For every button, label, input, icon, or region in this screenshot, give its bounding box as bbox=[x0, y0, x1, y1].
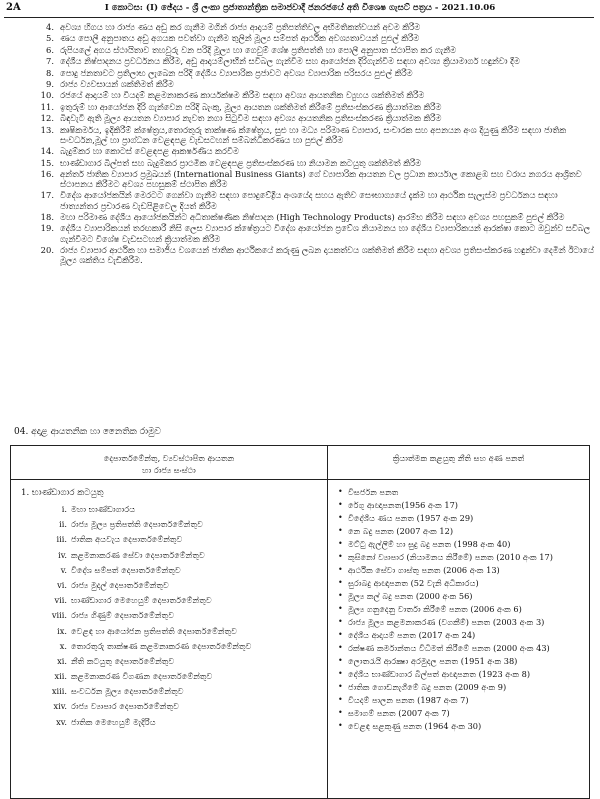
header-divider bbox=[4, 17, 594, 18]
act-item bbox=[338, 525, 585, 537]
institution-name: වෙළඳ හා ආයෝජන ප්‍රතිපත්ති දෙපාර්තමේන්තුව bbox=[71, 625, 238, 636]
duty-item bbox=[38, 90, 594, 100]
left-column-header bbox=[11, 446, 328, 480]
institution-number: v. bbox=[60, 564, 67, 575]
act-name: ලොතරැයි ආරක්‍ෂා අරමුදල පනත (1951 අංක 38) bbox=[348, 656, 518, 666]
duty-number: 17. bbox=[40, 190, 54, 201]
duty-item bbox=[38, 245, 594, 265]
institution-number: xiii. bbox=[51, 686, 67, 697]
act-name: මූල්‍ය ගනුදෙනු වාර්තා කිරීමේ පනත (2006 අංක 6) bbox=[348, 604, 522, 614]
institution-item bbox=[11, 593, 327, 608]
bullet-icon: • bbox=[338, 682, 343, 691]
duty-number: 12. bbox=[40, 113, 54, 124]
duty-text: කෘෂිකර්මය, ඉදිකිරීම් ක්ෂේත්‍රය,තොරතුරු තාක්ෂණ ක්ෂේත්‍රය, සුළු හා මධ්‍ය පරිමාණ ව්‍යාපාර, සංචාරක සහ අපනයන අංශ දියුණු කිරීම සඳහා ජාතික සංවර්ධන,මූල් හා ප්‍රාග්ධන වෙළඳපළ වැඩසටහන් සම්බන්ධීකරණය හා පුළුල් කිරීම bbox=[60, 124, 566, 145]
institution-name: මහා භාණ්ඩාගාරය bbox=[71, 504, 136, 514]
act-item bbox=[338, 707, 585, 719]
institutions-acts-table bbox=[10, 445, 590, 799]
institution-item bbox=[11, 715, 327, 730]
act-item bbox=[338, 720, 585, 732]
left-header-line2: හා රාජ්‍ය සංස්ථා bbox=[142, 465, 196, 475]
duty-text: රජයේ ආදායම් හා වියදම් කළමනාකරණ කාර්යක්ෂම කිරීම සඳහා අවශ්‍ය ආයතනික ව්‍යුහය ශක්තිමත් කිරීම bbox=[60, 90, 425, 101]
duty-number: 13. bbox=[40, 124, 54, 135]
institution-number: xiv. bbox=[53, 701, 67, 712]
duty-item bbox=[38, 158, 594, 168]
duty-item bbox=[38, 33, 594, 43]
act-name: මූල්‍ය කල් බදු පනත (2000 අංක 56) bbox=[348, 591, 473, 601]
page-header bbox=[0, 2, 600, 16]
duty-text: බිඳවැටී ඇති මූල්‍ය ආයතන ව්‍යාපාර නැවත නගා සිටුවීම සඳහා අවශ්‍ය ආයතනික ප්‍රතිසංස්කරණ ක්‍රියාත්මක කිරීම bbox=[60, 113, 442, 124]
duty-item bbox=[38, 22, 594, 32]
bullet-icon: • bbox=[338, 708, 343, 717]
duty-text: අවශ්‍ය හිගය හා රාජ්‍ය ණය අඩු කර ගැනීම මගින් රාජ්‍ය ආදායම් ප්‍රතිපත්තිවල අභිමතිකත්වයන් අවම කිරීම bbox=[60, 22, 421, 32]
duty-item bbox=[38, 212, 594, 222]
duty-number: 7. bbox=[46, 56, 54, 67]
institution-name: විදේශ සම්පත් දෙපාර්තමේන්තුව bbox=[71, 564, 181, 575]
institution-number: vii. bbox=[54, 595, 67, 606]
duty-number: 19. bbox=[40, 223, 54, 234]
right-header-text: ක්‍රියාත්මක කළයුතු නීති සහ අණ පනත් bbox=[392, 453, 525, 463]
institution-item bbox=[11, 502, 327, 517]
act-item bbox=[338, 499, 585, 511]
gazette-title: I කොටස: (I) ඡේදය - ශ්‍රී ලංකා ප්‍රජාතාන්ත්‍රික සමාජවාදී ජනරජයේ අති විශෙෂ ගැසට් පත්‍රය - 2021.10.06 bbox=[104, 3, 496, 13]
institution-item bbox=[11, 654, 327, 669]
act-item bbox=[338, 512, 585, 524]
duty-item bbox=[38, 56, 594, 66]
duty-text: භාණ්ඩාගාර බිල්පත් සහ බැදුම්කර ප්‍රාථමික වෙළඳපළ ප්‍රතිසංස්කරණ හා නියාමන කටයුතු ශක්තිමත් කිරීම bbox=[60, 157, 422, 168]
bullet-icon: • bbox=[338, 565, 343, 574]
act-name: කුසිනෝ ව්‍යාපාර (නියාමනය කිරීමේ) පනත (2010 අංක 17) bbox=[348, 552, 553, 562]
duty-number: 14. bbox=[40, 146, 54, 157]
duty-text: ඉතුරුම් හා ආයෝජන දිරි ගැන්වෙන පරිදි බැංකු, මූල්‍ය ආයතන ශක්තිමත් කිරීමේ ප්‍රතිසංස්කරණ ක්‍රියාත්මක කිරීම bbox=[60, 101, 442, 112]
section-heading: 04. අදාළ ආයතනික හා නෛතික රාමුව bbox=[14, 427, 162, 437]
act-item bbox=[338, 590, 585, 602]
institution-number: xii. bbox=[54, 671, 67, 682]
bullet-icon: • bbox=[338, 552, 343, 561]
institution-name: නීති කටයුතු දෙපාර්තමේන්තුව bbox=[71, 655, 175, 666]
page-number: 2A bbox=[6, 2, 21, 13]
duty-number: 6. bbox=[46, 44, 54, 55]
bullet-icon: • bbox=[338, 539, 343, 548]
act-item bbox=[338, 655, 585, 667]
institution-name: කළමනාකරණ විගණන දෙපාර්තමේන්තුව bbox=[71, 671, 213, 682]
institution-number: vi. bbox=[57, 579, 67, 590]
duty-item bbox=[38, 223, 594, 243]
bullet-icon: • bbox=[338, 617, 343, 626]
institution-number: viii. bbox=[51, 610, 67, 621]
institution-number: i. bbox=[61, 504, 67, 514]
institution-number: xv. bbox=[56, 716, 67, 727]
institution-item bbox=[11, 669, 327, 684]
institution-item bbox=[11, 532, 327, 547]
act-name: මට්ටු ඇල්ලීම් හා සුදු බදු පනත (1998 අංක 40) bbox=[348, 539, 511, 549]
duty-number: 8. bbox=[46, 67, 54, 78]
institution-item bbox=[11, 639, 327, 654]
duty-item bbox=[38, 146, 594, 156]
duty-text: රාජ්‍ය ව්‍යාපාර ආර්ථික හා සමාජීය වශයෙන් ජාතික ආර්ථිකයේ කරුණු ලබන දායකත්වය ශක්තිමත් කිරීම සඳහා අවශ්‍ය ප්‍රතිසංස්කරණ හඳුන්වා දෙමින් ඊටායේ මූල්‍ය ශක්තිය වැඩිකිරීම. bbox=[60, 245, 594, 266]
duty-number: 9. bbox=[46, 78, 54, 89]
institution-number: xi. bbox=[57, 655, 67, 666]
act-name: දේශීය භාණ්ඩාගාර බිල්පත් ආඥාපනත (1923 අංක 8) bbox=[348, 669, 531, 679]
institution-name: රාජ්‍ය ව්‍යාපාර දෙපාර්තමේන්තුව bbox=[71, 701, 179, 712]
act-item bbox=[338, 538, 585, 550]
institution-item bbox=[11, 624, 327, 639]
bullet-icon: • bbox=[338, 487, 343, 496]
institution-name: රාජ්‍ය ගිණුම් දෙපාර්තමේන්තුව bbox=[71, 610, 175, 621]
bullet-icon: • bbox=[338, 500, 343, 509]
institution-name: තොරතුරු තාක්ෂණ කළමනාකරණ දෙපාර්තමේන්තුව bbox=[71, 640, 252, 651]
duty-item bbox=[38, 68, 594, 78]
duty-text: ණය පොලී අනුපාතය අඩු අගයක පවත්වා ගැනීම තුලින් මූල්‍ය සම්පත් ආර්ථික අවශ්‍යතාවයන් පුළුල් කිරීම bbox=[60, 33, 420, 44]
act-item bbox=[338, 577, 585, 589]
bullet-icon: • bbox=[338, 643, 343, 652]
duty-item bbox=[38, 45, 594, 55]
table-body-row bbox=[11, 480, 590, 799]
duty-text: රාජ්‍ය ව්‍යවසායන් ශක්තිමත් කිරීම bbox=[60, 78, 174, 89]
institution-item bbox=[11, 684, 327, 699]
act-name: වියදම් පාලන පනත (1987 අංක 7) bbox=[348, 695, 469, 705]
institution-number: iii. bbox=[56, 534, 67, 545]
institution-item bbox=[11, 699, 327, 714]
acts-cell bbox=[328, 480, 590, 799]
left-header-line1: දෙපාර්තමේන්තු, ව්‍යවස්ථාපිත ආයතන bbox=[103, 453, 235, 463]
duty-text: අන්තර් ජාතික ව්‍යාපාර ප්‍රමුඛයන් (International Business Giants) ගේ ව්‍යාපාරික ආයතන වල ප්‍රධාන කාර්යාල කොළඹ සහ වරාය නගරය ආශ්‍රිතව ස්ථාපනය කිරීමට අවශ්‍ය පහසුකම් ස්ථාපිත කිරීම bbox=[60, 168, 582, 190]
act-name: ජාතික ගොඩනැගීමේ බදු පනත (2009 අංක 9) bbox=[348, 682, 507, 692]
bullet-icon: • bbox=[338, 721, 343, 730]
bullet-icon: • bbox=[338, 591, 343, 600]
duty-item bbox=[38, 102, 594, 112]
acts-list bbox=[328, 486, 589, 732]
bullet-icon: • bbox=[338, 526, 343, 535]
institution-name: භාණ්ඩාගාර මෙහෙයුම් දෙපාර්තමේන්තුව bbox=[71, 595, 212, 606]
institution-name: ජාතික මෙහෙයුම් මැදිරිය bbox=[71, 716, 156, 727]
institution-name: කළමනාකරණ සේවා දෙපාර්තමේන්තුව bbox=[71, 549, 205, 560]
duties-list bbox=[38, 22, 594, 267]
act-item bbox=[338, 551, 585, 563]
institution-number: iv. bbox=[58, 549, 67, 560]
duty-text: විදේශ ආයෝජකයින් මෙරටට ගෙන්වා ගැනීම සඳහා පොදුවේද්‍රීය අංශයේද සහය ඇතිව සෞභාග්‍යයේ දැක්ම හා ආර්ථික සැලැස්ම ප්‍රවර්ධනය සඳහා ජාත්‍යන්තර ප්‍රචාරණ වැඩපිළිවෙල දියත් කිරීම bbox=[60, 190, 558, 211]
bullet-icon: • bbox=[338, 604, 343, 613]
institution-item bbox=[11, 517, 327, 532]
duty-number: 11. bbox=[40, 101, 54, 112]
institution-name: ජාතික අයවැය දෙපාර්තමේන්තුව bbox=[71, 534, 183, 545]
act-name: සුරාබදු ආඥාපනත (52 වැනි අධිකාරය) bbox=[348, 578, 479, 588]
act-item bbox=[338, 642, 585, 654]
duty-number: 16. bbox=[40, 168, 54, 179]
duty-text: බැදුම්කර හා කොටස් වෙළඳපළ ආකර්ෂණීය කරවීම bbox=[60, 146, 239, 157]
institution-item bbox=[11, 608, 327, 623]
duty-number: 4. bbox=[46, 22, 54, 32]
act-name: රේගු ආඥාපනත(1956 අංක 17) bbox=[348, 500, 458, 510]
ministry-title: 1. භාණ්ඩාගාර කටයුතු bbox=[21, 488, 104, 498]
act-name: දේශීය ආදායම් පනත (2017 අංක 24) bbox=[348, 630, 476, 640]
duty-number: 15. bbox=[40, 157, 54, 168]
act-name: රක්ෂණ කර්මාන්තය විධිමත් කිරීමේ පනත (2000 අංක 43) bbox=[348, 643, 550, 653]
act-item bbox=[338, 603, 585, 615]
institution-item bbox=[11, 578, 327, 593]
institution-item bbox=[11, 548, 327, 563]
institution-name: රාජ්‍ය මූල්‍ය ප්‍රතිපත්ති දෙපාර්තමේන්තුව bbox=[71, 519, 203, 530]
bullet-icon: • bbox=[338, 695, 343, 704]
act-item bbox=[338, 694, 585, 706]
institutions-list bbox=[11, 502, 327, 730]
act-item bbox=[338, 616, 585, 628]
duty-number: 20. bbox=[40, 245, 54, 256]
institution-number: x. bbox=[59, 640, 67, 651]
duty-number: 5. bbox=[46, 33, 54, 44]
duty-text: දේශීය ව්‍යාපාරිකයන් තරඟකාරී නිසි ලෙස ව්‍යාපාර ක්ෂේත්‍රයට විදේශ ආයෝජන ප්‍රවේශ නියාමනය හා දේශීය ව්‍යාපාරිකයන් ආරක්ෂා කොට ඔවුන්ව සවිබල ගැන්වීමට විශේෂ වැඩසටහන් ක්‍රියාත්මක කිරීම bbox=[60, 223, 591, 244]
act-name: විදේශීය ණය පනත (1957 අංක 29) bbox=[348, 513, 474, 523]
act-item bbox=[338, 629, 585, 641]
table-header-row bbox=[11, 446, 590, 480]
duty-text: මහා පරිමාණ දේශීය ආයෝජකයින්ට අධිතාක්ෂණික නිෂ්පාදන (High Technology Products) ආරම්භ කිරීම සඳහා අවශ්‍ය පහසුකම් පුළුල් කිරීම bbox=[60, 212, 565, 223]
bullet-icon: • bbox=[338, 578, 343, 587]
act-item bbox=[338, 668, 585, 680]
duty-item bbox=[38, 190, 594, 210]
act-item bbox=[338, 564, 585, 576]
bullet-icon: • bbox=[338, 513, 343, 522]
bullet-icon: • bbox=[338, 669, 343, 678]
institution-name: සංවර්ධන මූල්‍ය දෙපාර්තමේන්තුව bbox=[71, 686, 184, 697]
bullet-icon: • bbox=[338, 630, 343, 639]
institution-number: ix. bbox=[57, 625, 67, 636]
act-name: නෙ බදු පනත (2007 අංක 12) bbox=[348, 526, 454, 536]
institution-name: රාජ්‍ය මුදල් දෙපාර්තමේන්තුව bbox=[71, 579, 169, 590]
act-name: විසර්ජන පනත bbox=[348, 487, 399, 497]
act-name: වෙළඳ සළකුණු පනත (1964 අංක 30) bbox=[348, 721, 482, 731]
duty-item bbox=[38, 169, 594, 189]
institutions-cell bbox=[11, 480, 328, 799]
duty-item bbox=[38, 113, 594, 123]
act-name: ආර්ථික සේවා ගාස්තු පනත (2006 අංක 13) bbox=[348, 565, 500, 575]
act-name: රාජ්‍ය මූල්‍ය කළමනාකරණ (වගකීම්) පනත (2003 අංක 3) bbox=[348, 617, 545, 627]
act-item bbox=[338, 681, 585, 693]
duty-text: පොදු ජනතාවට ප්‍රතිලාභ ලැබෙන පරිදි දේශීය ව්‍යාපාරික ප්‍රජාවට අවශ්‍ය ව්‍යාපාරික පරිසරය පුළුල් කිරීම bbox=[60, 67, 413, 78]
act-name: සමාගම් පනත (2007 අංක 7) bbox=[348, 708, 450, 718]
duty-number: 10. bbox=[40, 90, 54, 101]
duty-item bbox=[38, 79, 594, 89]
duty-text: රුපියලේ අගය ස්ථායිතාව තහවුරු වන පරිදි මූල්‍ය හා ගෙවුම් ශේෂ ප්‍රතිපත්ති හා පොලී අනුපාත ස්ථාපිත කර ගැනීම bbox=[60, 44, 457, 55]
duty-text: දේශීය නිෂ්පාදනය ප්‍රවර්ධනය කිරීම, අඩු ආදායම්ලාභීන් සවිබල ගැන්වීම සහ ආයෝජන දිරිගැන්වීම සඳහා අවශ්‍ය ක්‍රියාමාර්ග හඳුන්වා දීම bbox=[60, 56, 520, 67]
institution-item bbox=[11, 563, 327, 578]
bullet-icon: • bbox=[338, 656, 343, 665]
act-item bbox=[338, 486, 585, 498]
institution-number: ii. bbox=[59, 519, 67, 530]
duty-item bbox=[38, 125, 594, 145]
duty-number: 18. bbox=[40, 212, 54, 223]
right-column-header bbox=[328, 446, 590, 480]
